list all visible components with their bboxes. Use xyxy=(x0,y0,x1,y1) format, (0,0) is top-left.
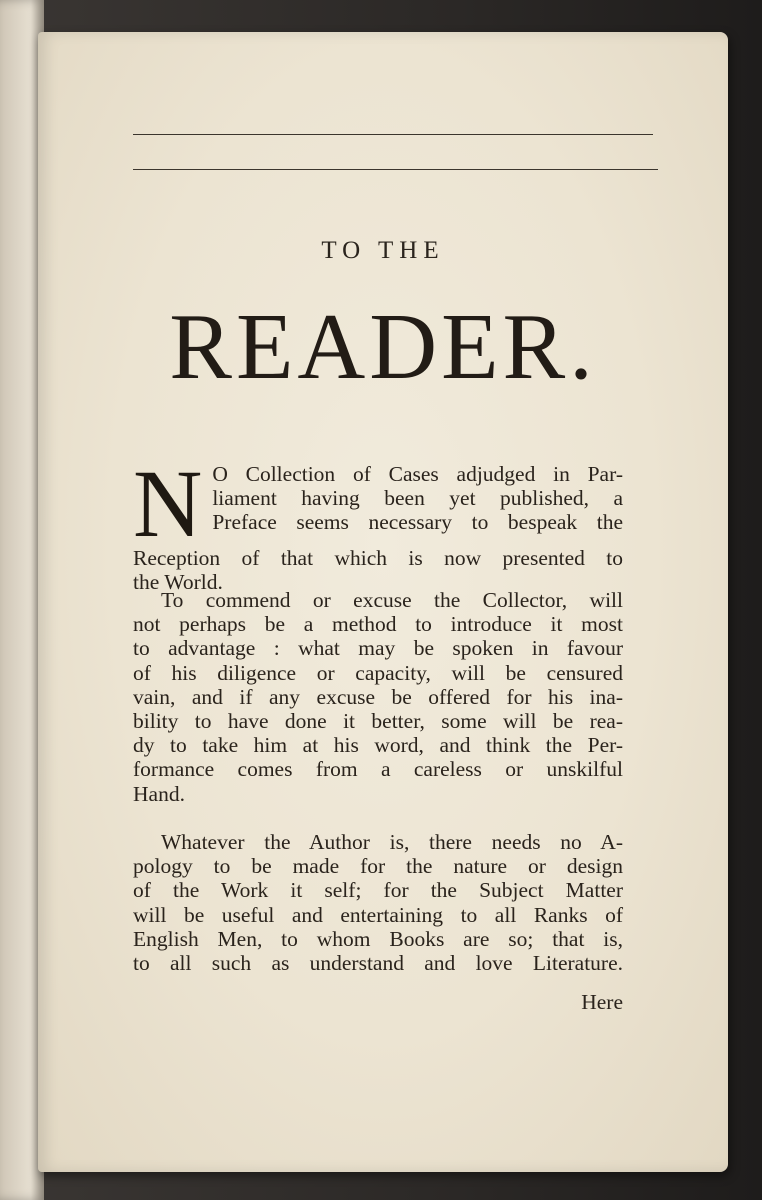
text-line: pology to be made for the nature or design xyxy=(133,854,623,879)
text-line: vain, and if any excuse be offered for his ina- xyxy=(133,684,623,709)
text-line: Whatever the Author is, there needs no A- xyxy=(161,830,623,854)
text-line: to advantage : what may be spoken in favour xyxy=(133,636,623,661)
book-page xyxy=(38,32,728,1172)
text-line: O Collection of Cases adjudged in Par- xyxy=(212,462,623,486)
text-line: Reception of that which is now presented to xyxy=(133,546,623,570)
catchword: Here xyxy=(581,990,623,1014)
text-line: of his diligence or capacity, will be censured xyxy=(133,660,623,685)
text-line: bility to have done it better, some will be rea- xyxy=(133,709,623,734)
top-rule xyxy=(133,134,653,135)
text-line: To commend or excuse the Collector, will xyxy=(161,588,623,612)
text-line: the World. xyxy=(133,570,223,595)
heading-to-the: TO THE xyxy=(321,237,445,264)
paragraph-1 xyxy=(133,450,623,595)
text-line: of the Work it self; for the Subject Matter xyxy=(133,878,623,903)
drop-cap: N xyxy=(133,450,203,557)
text-line: will be useful and entertaining to all Ranks of xyxy=(133,902,623,927)
paragraph-3 xyxy=(133,830,623,975)
text-line: formance comes from a careless or unskilful xyxy=(133,757,623,782)
text-line: Hand. xyxy=(133,781,185,806)
paragraph-2 xyxy=(133,588,623,806)
text-line: English Men, to whom Books are so; that is, xyxy=(133,926,623,951)
text-line: to all such as understand and love Literature. xyxy=(133,951,623,976)
second-rule xyxy=(133,169,658,170)
text-line: not perhaps be a method to introduce it most xyxy=(133,612,623,637)
text-line: dy to take him at his word, and think the Per- xyxy=(133,733,623,758)
heading-reader: READER. xyxy=(169,295,597,399)
text-line: Preface seems necessary to bespeak the xyxy=(212,510,623,535)
text-line: liament having been yet published, a xyxy=(212,486,623,511)
